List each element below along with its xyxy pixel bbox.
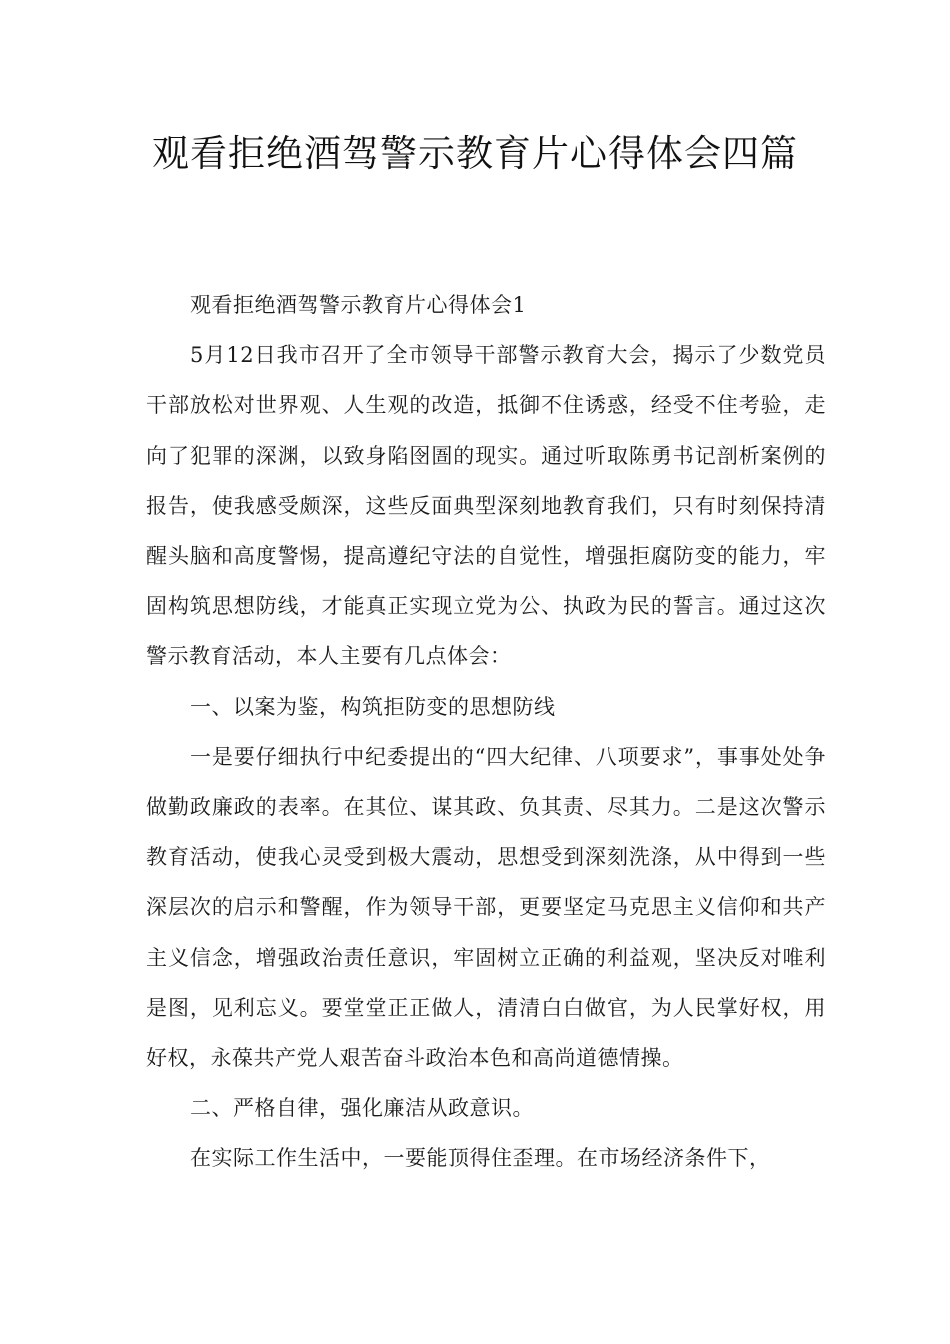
section-heading-point-2: 二、严格自律，强化廉洁从政意识。	[190, 1096, 534, 1121]
document-body	[146, 280, 826, 1184]
document-title: 观看拒绝酒驾警示教育片心得体会四篇	[152, 132, 798, 175]
paragraph-point-2: 在实际工作生活中，一要能顶得住歪理。在市场经济条件下，	[190, 1146, 771, 1171]
section-heading-point-1: 一、以案为鉴，构筑拒防变的思想防线	[190, 694, 556, 719]
section-heading-1: 观看拒绝酒驾警示教育片心得体会1	[190, 293, 527, 317]
paragraph-intro: 5月12日我市召开了全市领导干部警示教育大会，揭示了少数党员干部放松对世界观、人生观的改造，抵御不住诱惑，经受不住考验，走向了犯罪的深渊，以致身陷囹圄的现实。通过听取陈勇书记剖析案例的报告，使我感受颇深，这些反面典型深刻地教育我们，只有时刻保持清醒头脑和高度警惕，提高遵纪守法的自觉性，增强拒腐防变的能力，牢固构筑思想防线，才能真正实现立党为公、执政为民的誓言。通过这次警示教育活动，本人主要有几点体会：	[146, 343, 826, 669]
paragraph-point-1: 一是要仔细执行中纪委提出的“四大纪律、八项要求”，事事处处争做勤政廉政的表率。在其位、谋其政、负其责、尽其力。二是这次警示教育活动，使我心灵受到极大震动，思想受到深刻洗涤，从中得到一些深层次的启示和警醒，作为领导干部，更要坚定马克思主义信仰和共产主义信念，增强政治责任意识，牢固树立正确的利益观，坚决反对唯利是图，见利忘义。要堂堂正正做人，清清白白做官，为人民掌好权，用好权，永葆共产党人艰苦奋斗政治本色和高尚道德情操。	[146, 744, 826, 1071]
